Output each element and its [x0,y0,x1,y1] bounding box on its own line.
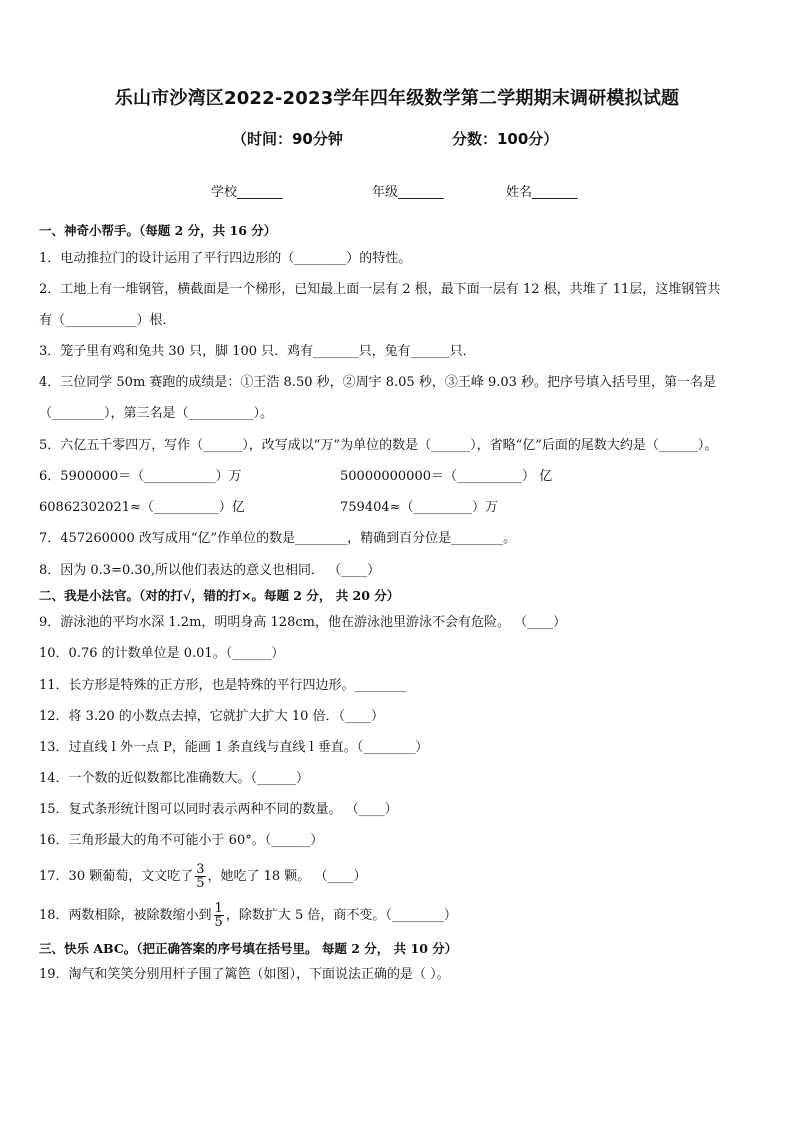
question-2-line-2: 有（___________）根． [39,313,176,328]
grade-field: 年级_______ [372,185,444,200]
question-14: 14．一个数的近似数都比准确数大。（______） [39,771,310,786]
exam-title: 乐山市沙湾区2022-2023学年四年级数学第二学期期末调研模拟试题 [114,88,680,109]
name-field: 姓名_______ [506,185,578,200]
exam-time: （时间：90分钟 [232,130,343,148]
question-4-line-1: 4．三位同学 50m 赛跑的成绩是：①王浩 8.50 秒，②周宇 8.05 秒，③王峰 9.03 秒。把序号填入括号里，第一名是 [39,375,717,390]
question-2-line-1: 2．工地上有一堆钢管，横截面是一个梯形，已知最上面一层有 2 根，最下面一层有 12 根，共堆了 11层，这堆钢管共 [39,282,721,297]
question-6-part-c: 60862302021≈（__________）亿 [39,500,245,515]
question-15: 15．复式条形统计图可以同时表示两种不同的数量。 （____） [39,802,398,817]
fraction-denominator: 5 [196,876,205,891]
fraction-one-fifth [214,902,224,929]
question-19: 19．淘气和笑笑分别用杆子围了篱笆（如图），下面说法正确的是（ ）。 [39,967,450,982]
question-9: 9．游泳池的平均水深 1.2m，明明身高 128cm，他在游泳池里游泳不会有危险。 （____） [39,615,567,630]
question-4-line-2: （________），第三名是（__________）。 [39,406,274,421]
question-6-part-a: 6．5900000＝（___________）万 [39,469,242,484]
question-11: 11．长方形是特殊的正方形，也是特殊的平行四边形。________ [39,678,407,693]
question-17-after: ，她吃了 18 颗。 （____） [207,869,367,884]
question-1: 1．电动推拉门的设计运用了平行四边形的（________）的特性。 [39,251,412,266]
question-18 [39,901,457,931]
fraction-three-fifths [195,863,205,890]
fraction-numerator: 3 [196,862,205,877]
question-18-after: ，除数扩大 5 倍，商不变。（________） [225,908,457,923]
question-18-before: 18．两数相除，被除数缩小到 [39,908,212,923]
question-6-part-d: 759404≈（_________）万 [340,500,499,515]
question-8: 8．因为 0.3=0.30,所以他们表达的意义也相同． （____） [39,563,381,578]
section-1-heading: 一、神奇小帮手。（每题 2 分，共 16 分） [39,223,277,238]
question-6-part-b: 50000000000＝（__________） 亿 [340,469,553,484]
section-2-heading: 二、我是小法官。（对的打√，错的打×。每题 2 分， 共 20 分） [39,588,400,603]
fraction-numerator: 1 [214,901,223,916]
school-field: 学校_______ [211,185,283,200]
question-12: 12．将 3.20 的小数点去掉，它就扩大扩大 10 倍．（____） [39,709,385,724]
question-16: 16．三角形最大的角不可能小于 60°。（______） [39,833,324,848]
fraction-denominator: 5 [214,915,223,930]
section-3-heading: 三、快乐 ABC。（把正确答案的序号填在括号里。 每题 2 分， 共 10 分） [39,941,458,956]
exam-score: 分数：100分） [452,130,559,148]
question-13: 13．过直线 l 外一点 P，能画 1 条直线与直线 l 垂直。（________） [39,740,429,755]
question-3: 3．笼子里有鸡和兔共 30 只，脚 100 只．鸡有_______只，兔有______只． [39,344,476,359]
question-17 [39,862,366,892]
question-17-before: 17．30 颗葡萄，文文吃了 [39,869,194,884]
question-7: 7．457260000 改写成用“亿”作单位的数是________，精确到百分位是________。 [39,531,517,546]
question-10: 10．0.76 的计数单位是 0.01。（______） [39,646,285,661]
question-5: 5．六亿五千零四万，写作（______），改写成以“万”为单位的数是（______），省略“亿”后面的尾数大约是（______）。 [39,438,718,453]
